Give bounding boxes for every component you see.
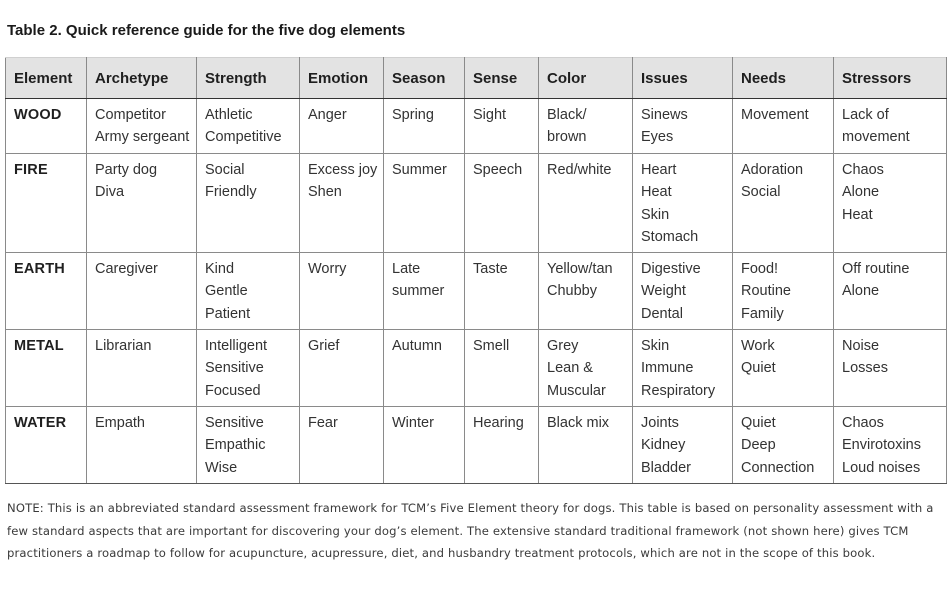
cell-color [539, 407, 633, 484]
cell-line: Spring [392, 107, 434, 123]
cell-strength [197, 253, 300, 330]
cell-line: Social [205, 162, 245, 178]
cell-line: movement [842, 129, 910, 146]
cell-line: Joints [641, 415, 679, 431]
cell-line: Summer [392, 162, 447, 178]
cell-emotion [300, 253, 384, 330]
cell-needs [733, 253, 834, 330]
cell-line: Chaos [842, 415, 884, 431]
cell-line: Heat [641, 184, 672, 201]
cell-line: Heart [641, 162, 677, 178]
cell-issues [633, 99, 733, 154]
cell-strength [197, 407, 300, 484]
cell-sense [465, 407, 539, 484]
cell-needs [733, 407, 834, 484]
cell-issues [633, 154, 733, 253]
cell-line: Adoration [741, 162, 804, 178]
cell-line: Loud noises [842, 459, 921, 476]
cell-line: Yellow/tan [547, 261, 613, 277]
header-sense: Sense [465, 58, 539, 99]
cell-line: Deep [741, 437, 776, 454]
cell-line: Chaos [842, 162, 884, 178]
cell-line: Friendly [205, 184, 257, 201]
cell-line: Skin [641, 206, 670, 223]
cell-season [384, 154, 465, 253]
cell-line: Empath [95, 415, 145, 431]
cell-line: Alone [842, 184, 880, 201]
cell-strength [197, 154, 300, 253]
cell-line: Speech [473, 162, 523, 178]
cell-line: Alone [842, 283, 880, 300]
cell-element: WOOD [6, 99, 87, 154]
cell-line: Gentle [205, 283, 248, 300]
cell-line: Kind [205, 261, 235, 277]
cell-line: Grief [308, 338, 340, 354]
cell-line: Weight [641, 283, 686, 300]
cell-line: Quiet [741, 360, 776, 377]
cell-line: Noise [842, 338, 880, 354]
cell-line: Quiet [741, 415, 776, 431]
cell-line: Winter [392, 415, 434, 431]
cell-line: Black mix [547, 415, 610, 431]
cell-line: Kidney [641, 437, 686, 454]
header-emotion: Emotion [300, 58, 384, 99]
cell-line: Red/white [547, 162, 612, 178]
cell-line: Respiratory [641, 382, 716, 399]
cell-issues [633, 330, 733, 407]
cell-season [384, 253, 465, 330]
cell-archetype [87, 99, 197, 154]
header-strength: Strength [197, 58, 300, 99]
cell-line: Digestive [641, 261, 701, 277]
cell-line: summer [392, 283, 445, 300]
cell-needs [733, 154, 834, 253]
cell-archetype [87, 330, 197, 407]
cell-stressors [834, 330, 947, 407]
cell-line: Wise [205, 459, 238, 476]
cell-line: Autumn [392, 338, 442, 354]
header-needs: Needs [733, 58, 834, 99]
cell-sense [465, 253, 539, 330]
cell-line: Black/ [547, 107, 587, 123]
cell-color [539, 253, 633, 330]
cell-line: Stomach [641, 228, 699, 245]
header-archetype: Archetype [87, 58, 197, 99]
header-element: Element [6, 58, 87, 99]
cell-line: Hearing [473, 415, 524, 431]
cell-line: Focused [205, 382, 261, 399]
cell-sense [465, 330, 539, 407]
cell-line: Smell [473, 338, 510, 354]
cell-line: Diva [95, 184, 125, 201]
cell-emotion [300, 99, 384, 154]
cell-line: Envirotoxins [842, 437, 921, 454]
table-footnote: NOTE: This is an abbreviated standard assessment framework for TCM’s Five Element theory for dogs. This table is based on personality assessment with a few standard aspects that are important for discovering your dog’s element. The extensive standard traditional framework (not shown here) gives TCM practitioners a roadmap to follow for acupuncture, acupressure, diet, and husbandry treatment protocols, which are not in the scope of this book. [7, 501, 934, 560]
table-caption: Table 2. Quick reference guide for the five dog elements [7, 22, 406, 39]
cell-needs [733, 99, 834, 154]
header-stressors: Stressors [834, 58, 947, 99]
cell-line: Anger [308, 107, 347, 123]
cell-line: Family [741, 305, 784, 322]
cell-line: Army sergeant [95, 129, 190, 146]
cell-line: Skin [641, 338, 670, 354]
cell-needs [733, 330, 834, 407]
header-issues: Issues [633, 58, 733, 99]
cell-stressors [834, 407, 947, 484]
table-row-metal [6, 330, 947, 407]
header-color: Color [539, 58, 633, 99]
cell-line: Bladder [641, 459, 691, 476]
cell-line: Losses [842, 360, 888, 377]
cell-sense [465, 99, 539, 154]
cell-issues [633, 253, 733, 330]
cell-line: Empathic [205, 437, 266, 454]
cell-line: Routine [741, 283, 791, 300]
cell-line: Competitor [95, 107, 166, 123]
table-row-wood [6, 99, 947, 154]
cell-line: Immune [641, 360, 694, 377]
cell-color [539, 330, 633, 407]
header-season: Season [384, 58, 465, 99]
cell-line: Caregiver [95, 261, 158, 277]
cell-archetype [87, 407, 197, 484]
cell-line: Dental [641, 305, 683, 322]
cell-issues [633, 407, 733, 484]
cell-sense [465, 154, 539, 253]
cell-line: Party dog [95, 162, 158, 178]
cell-season [384, 330, 465, 407]
table-row-fire [6, 154, 947, 253]
table-row-earth [6, 253, 947, 330]
cell-element: WATER [6, 407, 87, 484]
cell-line: Sensitive [205, 415, 264, 431]
cell-line: Grey [547, 338, 579, 354]
cell-line: Late [392, 261, 421, 277]
cell-line: Lean & [547, 360, 593, 377]
cell-line: Lack of [842, 107, 889, 123]
cell-line: Social [741, 184, 781, 201]
cell-line: Patient [205, 305, 251, 322]
cell-color [539, 99, 633, 154]
cell-season [384, 407, 465, 484]
cell-emotion [300, 154, 384, 253]
cell-color [539, 154, 633, 253]
cell-line: Food! [741, 261, 779, 277]
cell-line: Athletic [205, 107, 253, 123]
cell-line: Excess joy [308, 162, 378, 178]
cell-season [384, 99, 465, 154]
cell-line: Shen [308, 184, 342, 201]
cell-strength [197, 330, 300, 407]
cell-archetype [87, 154, 197, 253]
cell-line: Muscular [547, 382, 606, 399]
cell-archetype [87, 253, 197, 330]
cell-stressors [834, 99, 947, 154]
table-row-water [6, 407, 947, 484]
cell-line: Movement [741, 107, 809, 123]
cell-line: Heat [842, 206, 873, 223]
cell-line: Sensitive [205, 360, 264, 377]
five-elements-table [5, 57, 947, 484]
cell-line: brown [547, 129, 587, 146]
cell-line: Taste [473, 261, 508, 277]
cell-line: Off routine [842, 261, 910, 277]
cell-line: Sight [473, 107, 507, 123]
table-header-row [6, 58, 947, 99]
cell-line: Fear [308, 415, 338, 431]
cell-line: Worry [308, 261, 347, 277]
cell-stressors [834, 253, 947, 330]
cell-line: Competitive [205, 129, 282, 146]
cell-line: Sinews [641, 107, 688, 123]
cell-line: Intelligent [205, 338, 268, 354]
cell-line: Work [741, 338, 775, 354]
cell-line: Connection [741, 459, 815, 476]
cell-stressors [834, 154, 947, 253]
cell-element: METAL [6, 330, 87, 407]
cell-strength [197, 99, 300, 154]
cell-emotion [300, 407, 384, 484]
cell-element: FIRE [6, 154, 87, 253]
cell-line: Librarian [95, 338, 152, 354]
cell-line: Eyes [641, 129, 674, 146]
cell-line: Chubby [547, 283, 597, 300]
cell-element: EARTH [6, 253, 87, 330]
cell-emotion [300, 330, 384, 407]
